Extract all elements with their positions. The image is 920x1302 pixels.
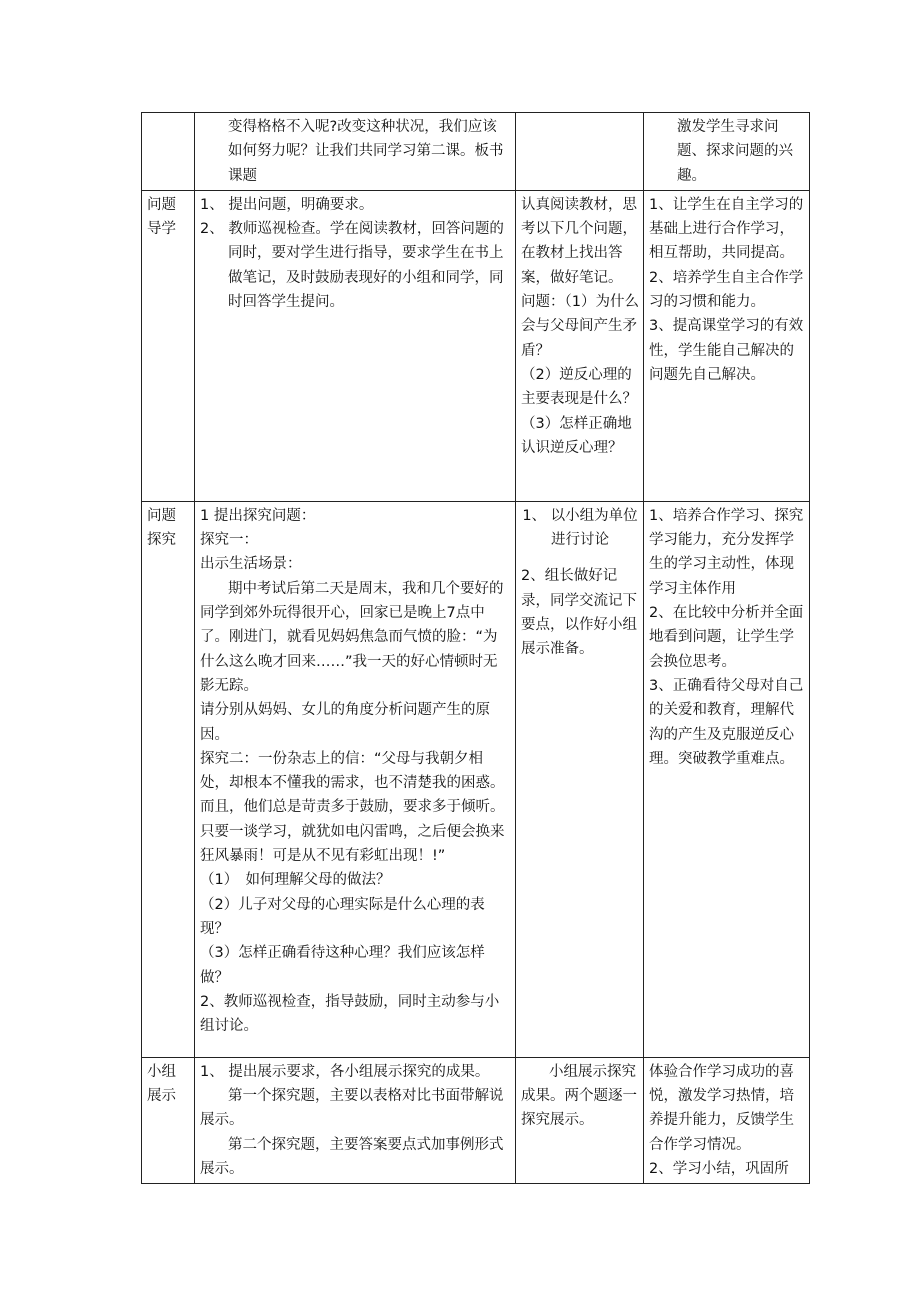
stage-cell: 小组展示 <box>142 1057 195 1183</box>
teacher-text: （1） 如何理解父母的做法？ <box>200 872 391 889</box>
teacher-text: （2）儿子对父母的心理实际是什么心理的表现？ <box>200 896 485 937</box>
teacher-text: 1、 提出问题，明确要求。 <box>200 196 374 213</box>
stage-cell: 问题探究 <box>142 501 195 1057</box>
teacher-text: 出示生活场景： <box>200 556 302 573</box>
intent-text: 1、让学生在自主学习的基础上进行合作学习，相互帮助，共同提高。 <box>649 196 804 262</box>
teacher-activity-cell <box>195 113 516 191</box>
teacher-text: 探究二：一份杂志上的信：“父母与我朝夕相处，却根本不懂我的需求，也不清楚我的困惑。而且，他们总是苛责多于鼓励，要求多于倾听。只要一谈学习，就犹如电闪雷鸣，之后便会换来狂风暴雨！可是从不见有彩虹出现！!” <box>200 750 505 865</box>
intent-text: 2、在比较中分析并全面地看到问题，让学生学会换位思考。 <box>649 605 804 670</box>
intent-text: 3、正确看待父母对自己的关爱和教育，理解代沟的产生及克服逆反心理。突破教学重难点。 <box>649 677 804 767</box>
intent-text: 2、培养学生自主合作学习的习惯和能力。 <box>649 269 804 311</box>
student-activity-cell <box>516 501 644 1057</box>
intent-text: 2、学习小结，巩固所 <box>649 1161 789 1178</box>
stage-cell <box>142 113 195 191</box>
table-row <box>142 1057 810 1183</box>
teacher-text: 探究一： <box>200 532 258 549</box>
spacer <box>521 552 639 564</box>
intent-text: 激发学生寻求问题、探求问题的兴趣。 <box>677 119 793 184</box>
student-text: 1、 以小组为单位进行讨论 <box>522 507 638 549</box>
teacher-activity-cell <box>195 501 516 1057</box>
student-activity-cell <box>516 190 644 501</box>
teacher-text: 2、 教师巡视检查。学在阅读教材，回答问题的同时，要对学生进行指导，要求学生在书上做笔记，及时鼓励表现好的小组和同学，同时回答学生提问。 <box>200 221 504 311</box>
intent-text: 3、提高课堂学习的有效性，学生能自己解决的问题先自己解决。 <box>649 318 804 383</box>
student-text: 小组展示探究成果。两个题逐一探究展示。 <box>521 1063 637 1129</box>
teacher-text: 1 提出探究问题： <box>200 507 316 524</box>
design-intent-cell <box>644 190 810 501</box>
stage-cell: 问题导学 <box>142 190 195 501</box>
intent-text: 1、培养合作学习、探究学习能力，充分发挥学生的学习主动性，体现学习主体作用 <box>649 507 804 597</box>
design-intent-cell <box>644 1057 810 1183</box>
table-row <box>142 501 810 1057</box>
teacher-text: 2、教师巡视检查，指导鼓励，同时主动参与小组讨论。 <box>200 993 500 1035</box>
student-text: （3）怎样正确地认识逆反心理？ <box>521 415 632 456</box>
table-row <box>142 190 810 501</box>
teacher-text: 请分别从妈妈、女儿的角度分析问题产生的原因。 <box>200 702 490 743</box>
table-row <box>142 113 810 191</box>
student-text: 认真阅读教材，思考以下几个问题，在教材上找出答案，做好笔记。 <box>521 196 637 286</box>
teacher-activity-cell <box>195 190 516 501</box>
student-activity-cell <box>516 113 644 191</box>
lesson-plan-table <box>141 112 810 1184</box>
teacher-text: 第二个探究题，主要答案要点式加事例形式展示。 <box>200 1136 504 1178</box>
student-text: （2）逆反心理的主要表现是什么？ <box>521 366 637 408</box>
student-text: 问题：（1）为什么会与父母间产生矛盾？ <box>521 294 639 359</box>
design-intent-cell <box>644 501 810 1057</box>
intent-text: 体验合作学习成功的喜悦，激发学习热情，培养提升能力，反馈学生合作学习情况。 <box>649 1063 794 1153</box>
teacher-activity-cell <box>195 1057 516 1183</box>
teacher-text: 1、 提出展示要求，各小组展示探究的成果。 <box>200 1063 490 1080</box>
teacher-text: 变得格格不入呢?改变这种状况，我们应该如何努力呢？让我们共同学习第二课。板书课题 <box>228 119 504 184</box>
teacher-text: 第一个探究题，主要以表格对比书面带解说展示。 <box>200 1088 504 1129</box>
teacher-text: （3）怎样正确看待这种心理？我们应该怎样做？ <box>200 945 485 986</box>
teacher-text: 期中考试后第二天是周末，我和几个要好的同学到郊外玩得很开心，回家已是晚上7点中了。刚进门，就看见妈妈焦急而气愤的脸：“为什么这么晚才回来……”我一天的好心情顿时无影无踪。 <box>200 580 504 694</box>
student-text: 2、组长做好记录，同学交流记下要点，以作好小组展示准备。 <box>521 568 637 658</box>
student-activity-cell <box>516 1057 644 1183</box>
design-intent-cell <box>644 113 810 191</box>
